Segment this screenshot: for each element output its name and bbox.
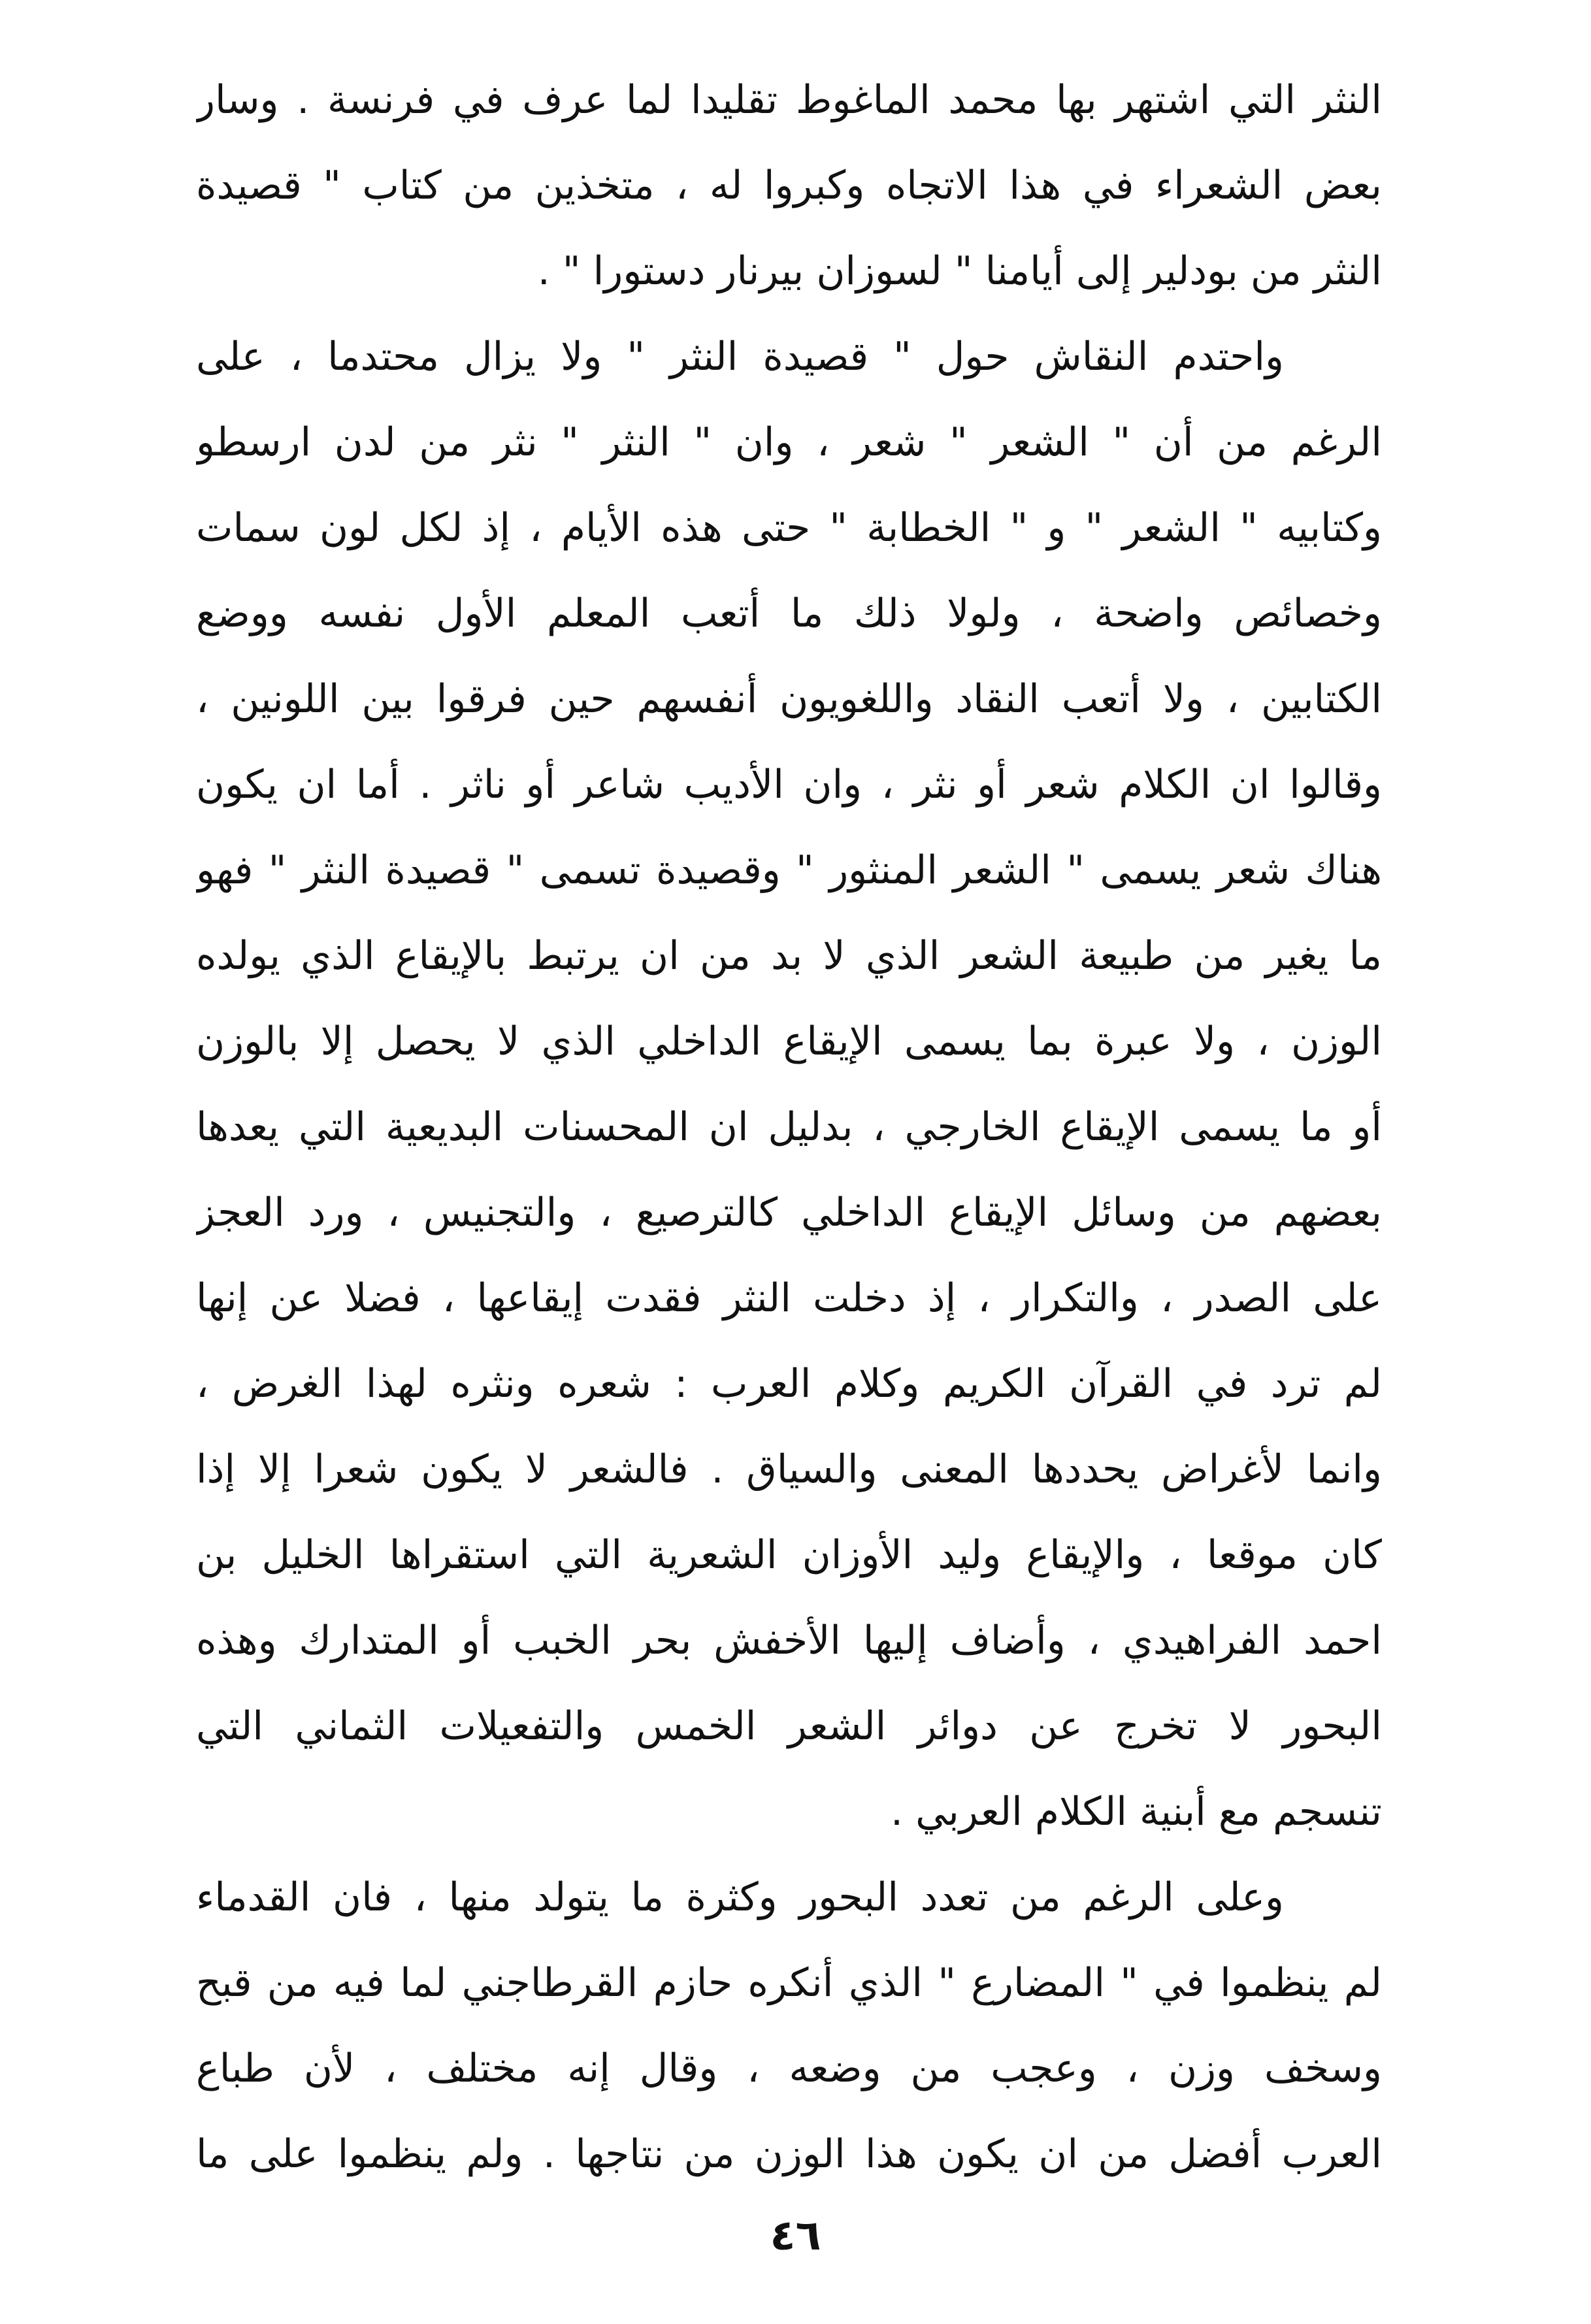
text-line: وعلى الرغم من تعدد البحور وكثرة ما يتولد منها ، فان القدماء bbox=[196, 1874, 1284, 1920]
text-line: أو ما يسمى الإيقاع الخارجي ، بدليل ان المحسنات البديعية التي يعدها bbox=[196, 1104, 1382, 1150]
text-line: وكتابيه " الشعر " و " الخطابة " حتى هذه الأيام ، إذ لكل لون سمات bbox=[196, 505, 1382, 551]
text-line: كان موقعا ، والإيقاع وليد الأوزان الشعرية التي استقراها الخليل بن bbox=[196, 1532, 1382, 1578]
page-number: ٤٦ bbox=[770, 2212, 821, 2260]
text-line: الرغم من أن " الشعر " شعر ، وان " النثر " نثر من لدن ارسطو bbox=[196, 419, 1382, 465]
text-line: على الصدر ، والتكرار ، إذ دخلت النثر فقدت إيقاعها ، فضلا عن إنها bbox=[196, 1275, 1382, 1321]
text-line: ما يغير من طبيعة الشعر الذي لا بد من ان يرتبط بالإيقاع الذي يولده bbox=[196, 933, 1382, 979]
text-line: وخصائص واضحة ، ولولا ذلك ما أتعب المعلم الأول نفسه ووضع bbox=[196, 591, 1382, 636]
text-line: لم ينظموا في " المضارع " الذي أنكره حازم القرطاجني لما فيه من قبح bbox=[196, 1960, 1382, 2006]
text-line: وسخف وزن ، وعجب من وضعه ، وقال إنه مختلف ، لأن طباع bbox=[196, 2046, 1382, 2091]
text-line: العرب أفضل من ان يكون هذا الوزن من نتاجها . ولم ينظموا على ما bbox=[196, 2131, 1382, 2177]
text-line: بعضهم من وسائل الإيقاع الداخلي كالترصيع ، والتجنيس ، ورد العجز bbox=[196, 1190, 1382, 1236]
body-text bbox=[196, 57, 1382, 2197]
text-line: بعض الشعراء في هذا الاتجاه وكبروا له ، متخذين من كتاب " قصيدة bbox=[196, 163, 1382, 208]
text-line: الكتابين ، ولا أتعب النقاد واللغويون أنفسهم حين فرقوا بين اللونين ، bbox=[196, 676, 1382, 722]
text-line: وانما لأغراض يحددها المعنى والسياق . فالشعر لا يكون شعرا إلا إذا bbox=[196, 1447, 1382, 1492]
text-line: النثر التي اشتهر بها محمد الماغوط تقليدا لما عرف في فرنسة . وسار bbox=[196, 77, 1382, 123]
text-line: النثر من بودلير إلى أيامنا " لسوزان بيرنار دستورا " . bbox=[537, 248, 1382, 294]
text-line: هناك شعر يسمى " الشعر المنثور " وقصيدة تسمى " قصيدة النثر " فهو bbox=[196, 847, 1382, 893]
text-line: واحتدم النقاش حول " قصيدة النثر " ولا يزال محتدما ، على bbox=[196, 334, 1284, 380]
text-line: لم ترد في القرآن الكريم وكلام العرب : شعره ونثره لهذا الغرض ، bbox=[196, 1361, 1382, 1407]
text-line: الوزن ، ولا عبرة بما يسمى الإيقاع الداخلي الذي لا يحصل إلا بالوزن bbox=[196, 1019, 1382, 1064]
text-line: تنسجم مع أبنية الكلام العربي . bbox=[891, 1789, 1382, 1835]
text-line: احمد الفراهيدي ، وأضاف إليها الأخفش بحر الخبب أو المتدارك وهذه bbox=[196, 1618, 1382, 1663]
text-line: وقالوا ان الكلام شعر أو نثر ، وان الأديب شاعر أو ناثر . أما ان يكون bbox=[196, 762, 1382, 808]
text-line: البحور لا تخرج عن دوائر الشعر الخمس والتفعيلات الثماني التي bbox=[196, 1703, 1382, 1749]
